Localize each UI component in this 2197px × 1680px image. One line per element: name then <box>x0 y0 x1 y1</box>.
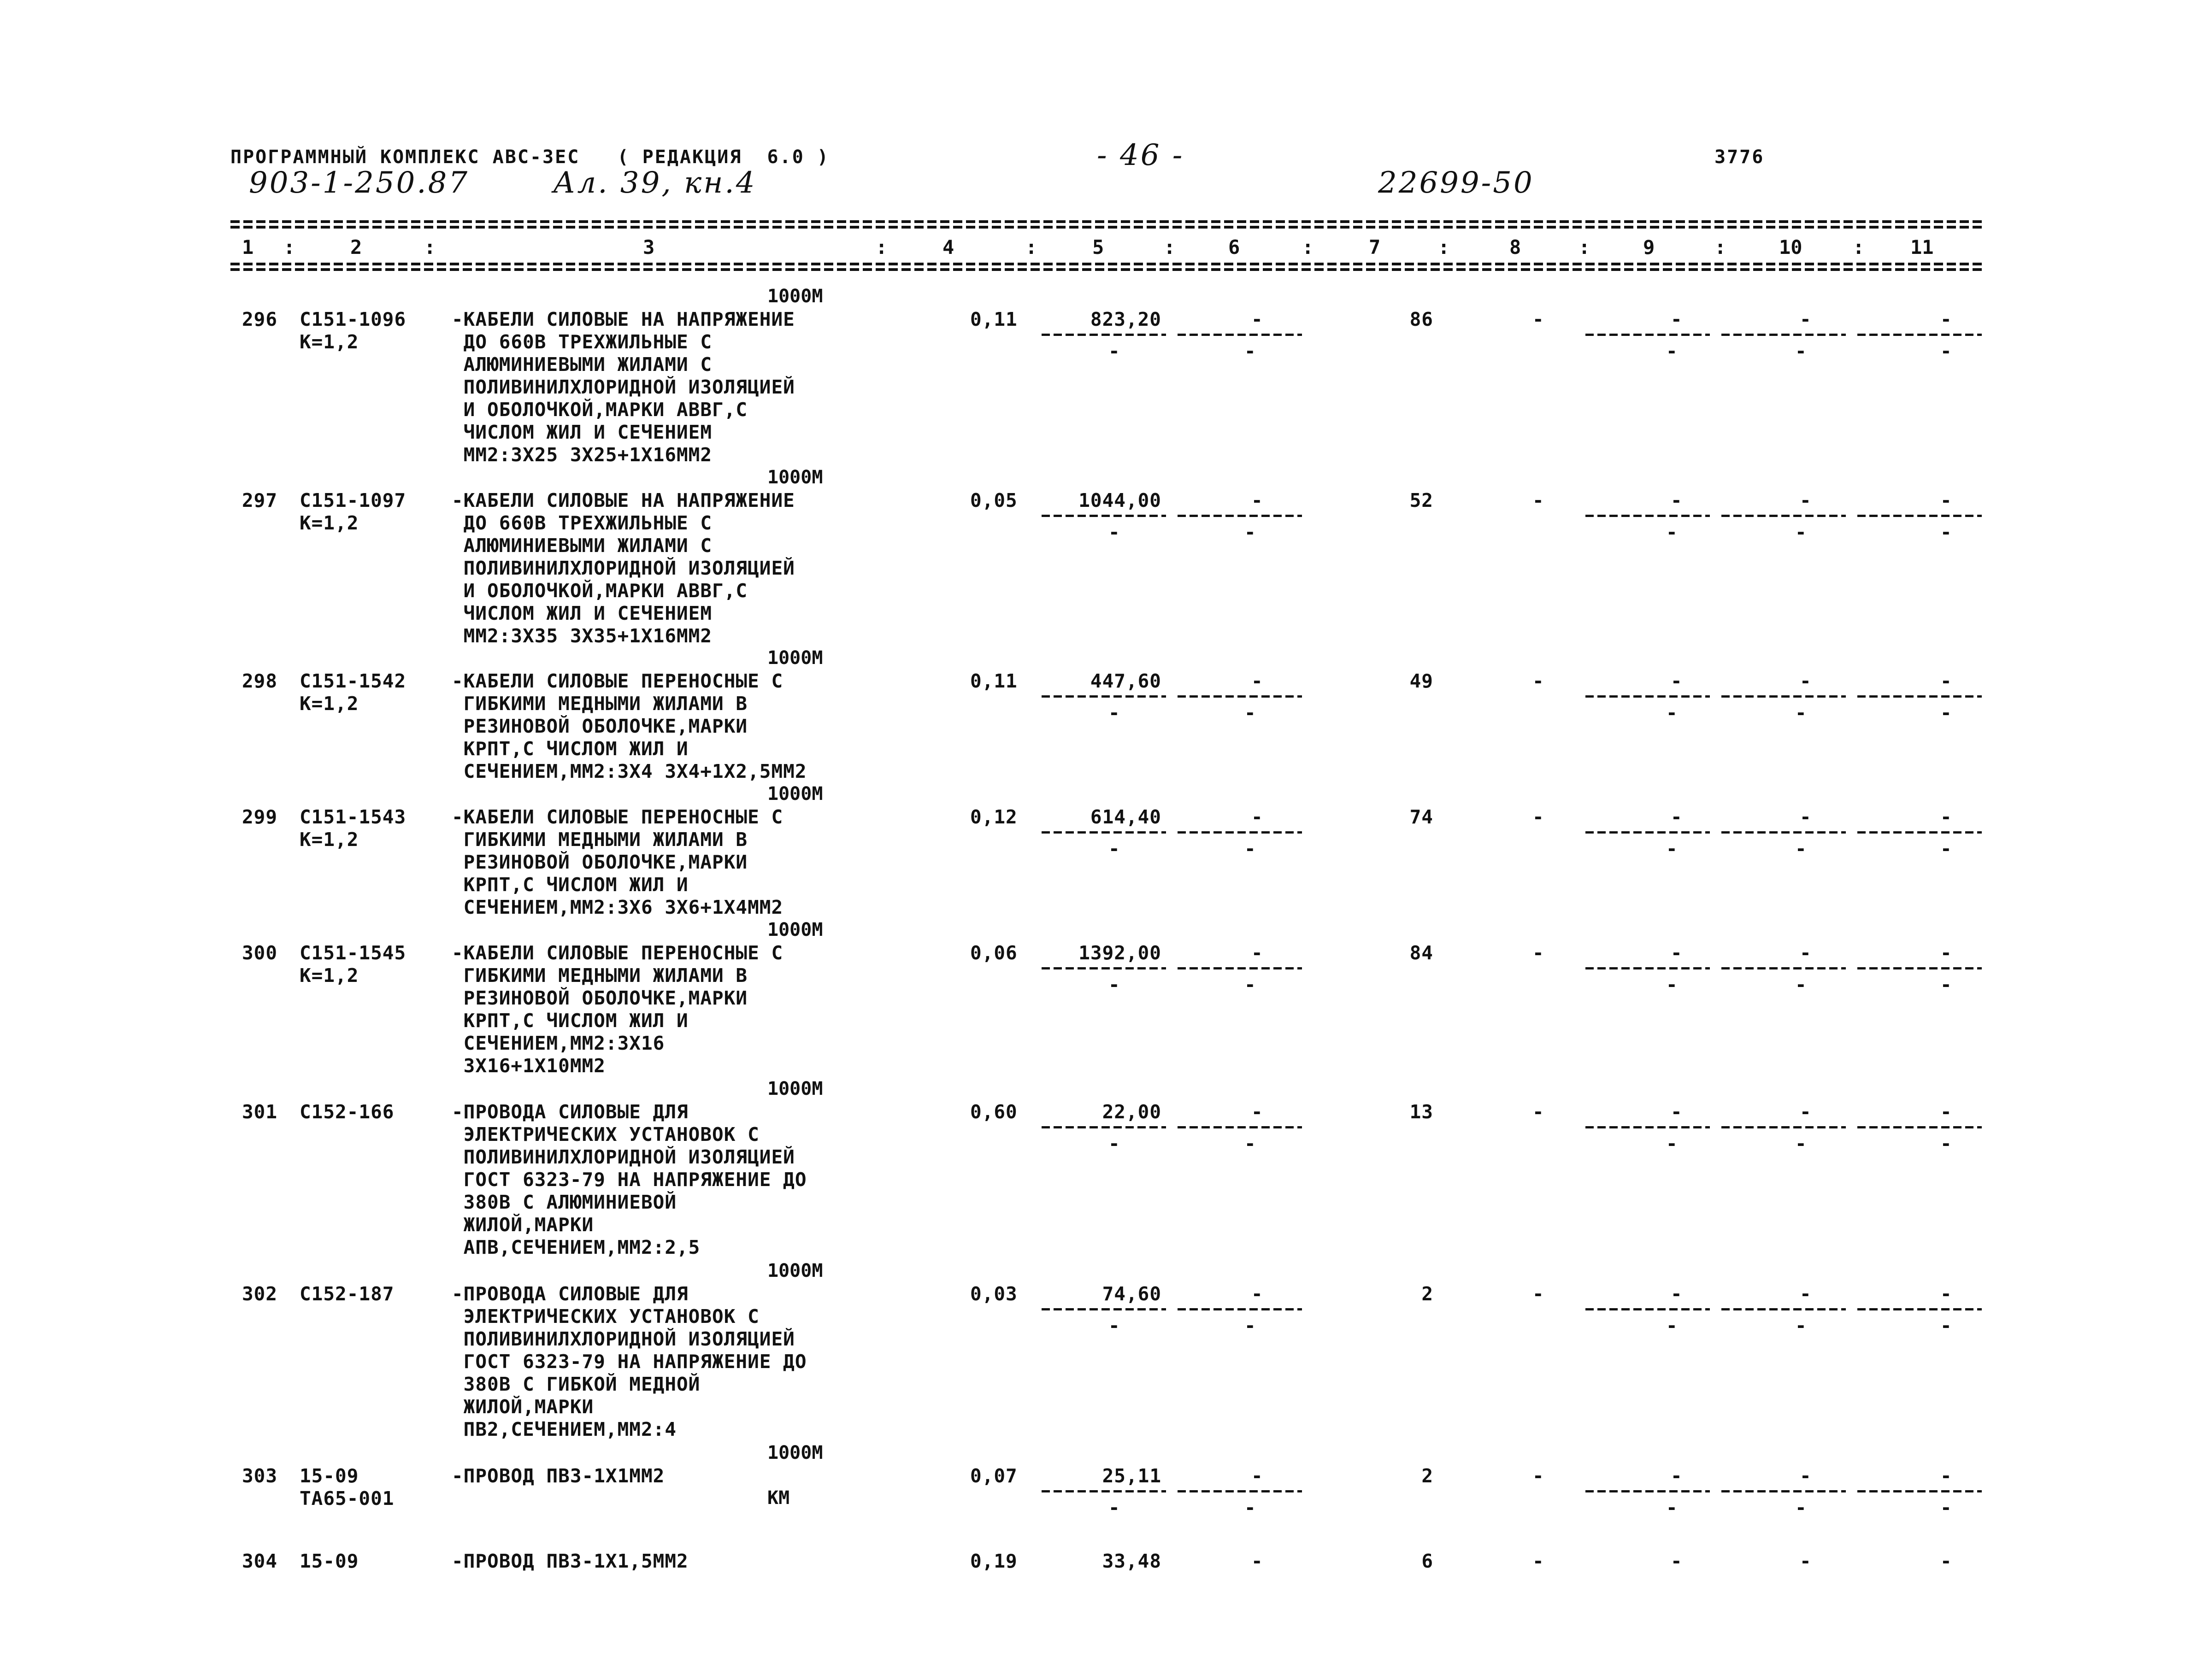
resource-description: -ПРОВОД ПВ3-1Х1,5ММ2 <box>452 1550 689 1572</box>
subtotal-dash-rule <box>1178 515 1302 517</box>
column-separator: : <box>1853 236 1865 258</box>
unit-label: 1000М <box>767 1078 823 1099</box>
col10-bottom: - <box>1795 521 1807 543</box>
col9-bottom: - <box>1666 838 1678 860</box>
subtotal-dash-rule <box>1042 967 1166 969</box>
col11-value: - <box>1940 1465 1952 1487</box>
subtotal-dash-rule <box>1042 1126 1166 1128</box>
resource-code: С151-1096 <box>300 308 406 330</box>
coefficient: К=1,2 <box>300 512 359 534</box>
subtotal-dash-rule <box>1585 1490 1710 1492</box>
col11-bottom: - <box>1940 838 1952 860</box>
subtotal-dash-rule <box>1585 831 1710 834</box>
subtotal-dash-rule <box>1857 515 1982 517</box>
subtotal-dash-rule <box>1042 831 1166 834</box>
subtotal-dash-rule <box>1721 1490 1846 1492</box>
col9-bottom: - <box>1666 702 1678 724</box>
unit-label: 1000М <box>767 286 823 307</box>
unit-label-km: КМ <box>767 1487 790 1509</box>
col9-value: - <box>1671 308 1683 330</box>
col6-value: - <box>1251 1550 1263 1572</box>
col10-bottom: - <box>1795 838 1807 860</box>
subtotal-dash-rule <box>1178 1490 1302 1492</box>
subtotal-dash-rule <box>1178 1126 1302 1128</box>
coefficient: К=1,2 <box>300 828 359 851</box>
col4-value: 0,19 <box>970 1550 1018 1572</box>
subtotal-dash-rule <box>1178 967 1302 969</box>
col4-value: 0,11 <box>970 670 1018 692</box>
column-number-8: 8 <box>1509 236 1521 258</box>
resource-code: С151-1543 <box>300 806 406 828</box>
col7-value: 84 <box>1409 942 1433 964</box>
col10-bottom: - <box>1795 974 1807 996</box>
col9-value: - <box>1671 1550 1683 1572</box>
col8-value: - <box>1532 1101 1544 1123</box>
col9-bottom: - <box>1666 1497 1678 1519</box>
row-number: 297 <box>242 489 278 511</box>
page-number: - 46 - <box>1097 138 1184 172</box>
col9-value: - <box>1671 942 1683 964</box>
subtotal-dash-rule <box>1585 515 1710 517</box>
coefficient: К=1,2 <box>300 964 359 987</box>
column-number-4: 4 <box>942 236 954 258</box>
program-header: ПРОГРАММНЫЙ КОМПЛЕКС АВС-3ЕС ( РЕДАКЦИЯ 6.0 ) <box>230 147 830 168</box>
col4-value: 0,07 <box>970 1465 1018 1487</box>
subtotal-dash-rule <box>1857 695 1982 698</box>
resource-description: -КАБЕЛИ СИЛОВЫЕ НА НАПРЯЖЕНИЕ ДО 660В ТРЕХЖИЛЬНЫЕ С АЛЮМИНИЕВЫМИ ЖИЛАМИ С ПОЛИВИНИЛХЛОРИДНОЙ ИЗОЛЯЦИЕЙ И ОБОЛОЧКОЙ,МАРКИ АВВГ,С ЧИСЛОМ ЖИЛ И СЕЧЕНИЕМ ММ2:3Х35 3Х35+1Х16ММ2 <box>452 489 795 647</box>
column-number-1: 1 <box>242 236 254 258</box>
col4-value: 0,11 <box>970 308 1018 330</box>
col10-value: - <box>1800 1283 1812 1305</box>
subtotal-dash-rule <box>1178 1308 1302 1310</box>
header-top-rule <box>230 220 1982 223</box>
subtotal-dash-rule <box>1721 515 1846 517</box>
subtotal-dash-rule <box>1721 831 1846 834</box>
col5-value: 823,20 <box>1090 308 1161 330</box>
col6-bottom: - <box>1244 1315 1256 1337</box>
resource-code: С151-1542 <box>300 670 406 692</box>
col8-value: - <box>1532 1550 1544 1572</box>
col5-bottom: - <box>1108 1497 1120 1519</box>
column-separator: : <box>1438 236 1450 258</box>
row-number: 302 <box>242 1283 278 1305</box>
sheet-number: 3776 <box>1714 147 1765 168</box>
col5-bottom: - <box>1108 1315 1120 1337</box>
col4-value: 0,06 <box>970 942 1018 964</box>
row-number: 303 <box>242 1465 278 1487</box>
column-number-6: 6 <box>1228 236 1240 258</box>
col6-bottom: - <box>1244 340 1256 362</box>
col11-bottom: - <box>1940 702 1952 724</box>
subtotal-dash-rule <box>1178 334 1302 336</box>
subtotal-dash-rule <box>1042 695 1166 698</box>
col5-value: 33,48 <box>1102 1550 1161 1572</box>
handwritten-album: Ал. 39, кн.4 <box>553 166 757 200</box>
row-number: 300 <box>242 942 278 964</box>
header-top-rule-2 <box>230 226 1982 229</box>
column-separator: : <box>1579 236 1590 258</box>
resource-code: 15-09 <box>300 1465 359 1487</box>
header-bottom-rule <box>230 263 1982 265</box>
subtotal-dash-rule <box>1857 1308 1982 1310</box>
col10-bottom: - <box>1795 702 1807 724</box>
col4-value: 0,12 <box>970 806 1018 828</box>
col11-value: - <box>1940 308 1952 330</box>
col8-value: - <box>1532 670 1544 692</box>
col6-value: - <box>1251 308 1263 330</box>
col10-bottom: - <box>1795 340 1807 362</box>
col9-bottom: - <box>1666 1315 1678 1337</box>
col9-bottom: - <box>1666 1133 1678 1155</box>
unit-label: 1000М <box>767 919 823 940</box>
col8-value: - <box>1532 489 1544 511</box>
col4-value: 0,60 <box>970 1101 1018 1123</box>
col10-value: - <box>1800 1465 1812 1487</box>
col11-value: - <box>1940 806 1952 828</box>
subtotal-dash-rule <box>1042 1308 1166 1310</box>
unit-label: 1000М <box>767 783 823 805</box>
column-separator: : <box>424 236 436 258</box>
subtotal-dash-rule <box>1585 334 1710 336</box>
handwritten-project: 903-1-250.87 <box>249 166 470 200</box>
col6-bottom: - <box>1244 702 1256 724</box>
col9-value: - <box>1671 1465 1683 1487</box>
col6-value: - <box>1251 942 1263 964</box>
unit-label: 1000М <box>767 647 823 669</box>
column-separator: : <box>283 236 295 258</box>
col9-bottom: - <box>1666 974 1678 996</box>
col11-value: - <box>1940 670 1952 692</box>
col9-value: - <box>1671 670 1683 692</box>
col8-value: - <box>1532 308 1544 330</box>
col5-value: 25,11 <box>1102 1465 1161 1487</box>
col9-bottom: - <box>1666 521 1678 543</box>
col4-value: 0,05 <box>970 489 1018 511</box>
subtotal-dash-rule <box>1585 967 1710 969</box>
column-number-3: 3 <box>643 236 655 258</box>
col9-value: - <box>1671 806 1683 828</box>
col6-value: - <box>1251 670 1263 692</box>
col4-value: 0,03 <box>970 1283 1018 1305</box>
resource-code: 15-09 <box>300 1550 359 1572</box>
col10-value: - <box>1800 489 1812 511</box>
col11-value: - <box>1940 489 1952 511</box>
resource-description: -ПРОВОДА СИЛОВЫЕ ДЛЯ ЭЛЕКТРИЧЕСКИХ УСТАНОВОК С ПОЛИВИНИЛХЛОРИДНОЙ ИЗОЛЯЦИЕЙ ГОСТ 6323-79 НА НАПРЯЖЕНИЕ ДО 380В С ГИБКОЙ МЕДНОЙ ЖИЛОЙ,МАРКИ ПВ2,СЕЧЕНИЕМ,ММ2:4 <box>452 1283 807 1440</box>
col7-value: 6 <box>1421 1550 1433 1572</box>
resource-description: -КАБЕЛИ СИЛОВЫЕ ПЕРЕНОСНЫЕ С ГИБКИМИ МЕДНЫМИ ЖИЛАМИ В РЕЗИНОВОЙ ОБОЛОЧКЕ,МАРКИ КРПТ,С ЧИСЛОМ ЖИЛ И СЕЧЕНИЕМ,ММ2:3Х4 3Х4+1Х2,5ММ2 <box>452 670 807 782</box>
col11-value: - <box>1940 1550 1952 1572</box>
column-separator: : <box>1714 236 1726 258</box>
col10-bottom: - <box>1795 1133 1807 1155</box>
column-number-9: 9 <box>1643 236 1655 258</box>
col5-bottom: - <box>1108 1133 1120 1155</box>
resource-description: -КАБЕЛИ СИЛОВЫЕ ПЕРЕНОСНЫЕ С ГИБКИМИ МЕДНЫМИ ЖИЛАМИ В РЕЗИНОВОЙ ОБОЛОЧКЕ,МАРКИ КРПТ,С ЧИСЛОМ ЖИЛ И СЕЧЕНИЕМ,ММ2:3Х16 3Х16+1Х10ММ2 <box>452 942 783 1077</box>
col10-value: - <box>1800 670 1812 692</box>
subtotal-dash-rule <box>1721 1126 1846 1128</box>
subtotal-dash-rule <box>1585 1126 1710 1128</box>
col7-value: 86 <box>1409 308 1433 330</box>
col7-value: 2 <box>1421 1283 1433 1305</box>
subtotal-dash-rule <box>1857 1126 1982 1128</box>
col7-value: 52 <box>1409 489 1433 511</box>
col10-value: - <box>1800 1550 1812 1572</box>
column-separator: : <box>876 236 888 258</box>
col11-value: - <box>1940 1101 1952 1123</box>
column-separator: : <box>1302 236 1314 258</box>
column-number-2: 2 <box>350 236 362 258</box>
unit-label: 1000М <box>767 1442 823 1463</box>
col6-value: - <box>1251 1465 1263 1487</box>
col9-value: - <box>1671 1101 1683 1123</box>
col8-value: - <box>1532 1283 1544 1305</box>
col7-value: 74 <box>1409 806 1433 828</box>
subtotal-dash-rule <box>1857 831 1982 834</box>
subtotal-dash-rule <box>1178 831 1302 834</box>
column-number-5: 5 <box>1092 236 1104 258</box>
subtotal-dash-rule <box>1042 1490 1166 1492</box>
col5-bottom: - <box>1108 702 1120 724</box>
subtotal-dash-rule <box>1857 334 1982 336</box>
subtotal-dash-rule <box>1585 695 1710 698</box>
subtotal-dash-rule <box>1721 1308 1846 1310</box>
col7-value: 49 <box>1409 670 1433 692</box>
col6-value: - <box>1251 489 1263 511</box>
col11-bottom: - <box>1940 521 1952 543</box>
col5-value: 447,60 <box>1090 670 1161 692</box>
subtotal-dash-rule <box>1585 1308 1710 1310</box>
row-number: 301 <box>242 1101 278 1123</box>
col5-bottom: - <box>1108 838 1120 860</box>
col5-value: 74,60 <box>1102 1283 1161 1305</box>
row-number: 304 <box>242 1550 278 1572</box>
resource-description: -КАБЕЛИ СИЛОВЫЕ НА НАПРЯЖЕНИЕ ДО 660В ТРЕХЖИЛЬНЫЕ С АЛЮМИНИЕВЫМИ ЖИЛАМИ С ПОЛИВИНИЛХЛОРИДНОЙ ИЗОЛЯЦИЕЙ И ОБОЛОЧКОЙ,МАРКИ АВВГ,С ЧИСЛОМ ЖИЛ И СЕЧЕНИЕМ ММ2:3Х25 3Х25+1Х16ММ2 <box>452 308 795 466</box>
handwritten-code: 22699-50 <box>1378 166 1534 200</box>
subtotal-dash-rule <box>1721 334 1846 336</box>
col5-bottom: - <box>1108 521 1120 543</box>
col6-value: - <box>1251 1283 1263 1305</box>
col6-value: - <box>1251 1101 1263 1123</box>
col7-value: 2 <box>1421 1465 1433 1487</box>
resource-description: -КАБЕЛИ СИЛОВЫЕ ПЕРЕНОСНЫЕ С ГИБКИМИ МЕДНЫМИ ЖИЛАМИ В РЕЗИНОВОЙ ОБОЛОЧКЕ,МАРКИ КРПТ,С ЧИСЛОМ ЖИЛ И СЕЧЕНИЕМ,ММ2:3Х6 3Х6+1Х4ММ2 <box>452 806 783 918</box>
row-number: 299 <box>242 806 278 828</box>
col5-value: 1044,00 <box>1078 489 1161 511</box>
col5-value: 614,40 <box>1090 806 1161 828</box>
row-number: 296 <box>242 308 278 330</box>
subtotal-dash-rule <box>1721 695 1846 698</box>
subtotal-dash-rule <box>1721 967 1846 969</box>
column-separator: : <box>1025 236 1037 258</box>
resource-code: С151-1545 <box>300 942 406 964</box>
coefficient: К=1,2 <box>300 331 359 353</box>
col5-value: 22,00 <box>1102 1101 1161 1123</box>
resource-code: С151-1097 <box>300 489 406 511</box>
subtotal-dash-rule <box>1042 334 1166 336</box>
col9-bottom: - <box>1666 340 1678 362</box>
col5-bottom: - <box>1108 974 1120 996</box>
resource-code: С152-187 <box>300 1283 395 1305</box>
resource-code: С152-166 <box>300 1101 395 1123</box>
column-number-7: 7 <box>1369 236 1381 258</box>
resource-description: -ПРОВОД ПВ3-1Х1ММ2 <box>452 1465 665 1487</box>
col8-value: - <box>1532 806 1544 828</box>
column-number-11: 11 <box>1910 236 1934 258</box>
subtotal-dash-rule <box>1857 1490 1982 1492</box>
subtotal-dash-rule <box>1857 967 1982 969</box>
col9-value: - <box>1671 1283 1683 1305</box>
header-bottom-rule-2 <box>230 268 1982 271</box>
col6-bottom: - <box>1244 521 1256 543</box>
col7-value: 13 <box>1409 1101 1433 1123</box>
col11-value: - <box>1940 1283 1952 1305</box>
row-number: 298 <box>242 670 278 692</box>
col6-bottom: - <box>1244 974 1256 996</box>
col8-value: - <box>1532 1465 1544 1487</box>
coefficient: ТА65-001 <box>300 1487 395 1510</box>
col6-bottom: - <box>1244 838 1256 860</box>
col11-bottom: - <box>1940 974 1952 996</box>
col5-value: 1392,00 <box>1078 942 1161 964</box>
col6-value: - <box>1251 806 1263 828</box>
col11-bottom: - <box>1940 1315 1952 1337</box>
col10-bottom: - <box>1795 1315 1807 1337</box>
col6-bottom: - <box>1244 1133 1256 1155</box>
col9-value: - <box>1671 489 1683 511</box>
subtotal-dash-rule <box>1042 515 1166 517</box>
unit-label: 1000М <box>767 1260 823 1281</box>
column-separator: : <box>1164 236 1176 258</box>
col10-value: - <box>1800 308 1812 330</box>
unit-label: 1000М <box>767 467 823 488</box>
col6-bottom: - <box>1244 1497 1256 1519</box>
col11-bottom: - <box>1940 340 1952 362</box>
column-number-10: 10 <box>1779 236 1802 258</box>
col11-bottom: - <box>1940 1497 1952 1519</box>
col11-bottom: - <box>1940 1133 1952 1155</box>
col10-value: - <box>1800 1101 1812 1123</box>
coefficient: К=1,2 <box>300 693 359 715</box>
col8-value: - <box>1532 942 1544 964</box>
col5-bottom: - <box>1108 340 1120 362</box>
col10-value: - <box>1800 942 1812 964</box>
resource-description: -ПРОВОДА СИЛОВЫЕ ДЛЯ ЭЛЕКТРИЧЕСКИХ УСТАНОВОК С ПОЛИВИНИЛХЛОРИДНОЙ ИЗОЛЯЦИЕЙ ГОСТ 6323-79 НА НАПРЯЖЕНИЕ ДО 380В С АЛЮМИНИЕВОЙ ЖИЛОЙ,МАРКИ АПВ,СЕЧЕНИЕМ,ММ2:2,5 <box>452 1101 807 1258</box>
subtotal-dash-rule <box>1178 695 1302 698</box>
col11-value: - <box>1940 942 1952 964</box>
col10-bottom: - <box>1795 1497 1807 1519</box>
col10-value: - <box>1800 806 1812 828</box>
